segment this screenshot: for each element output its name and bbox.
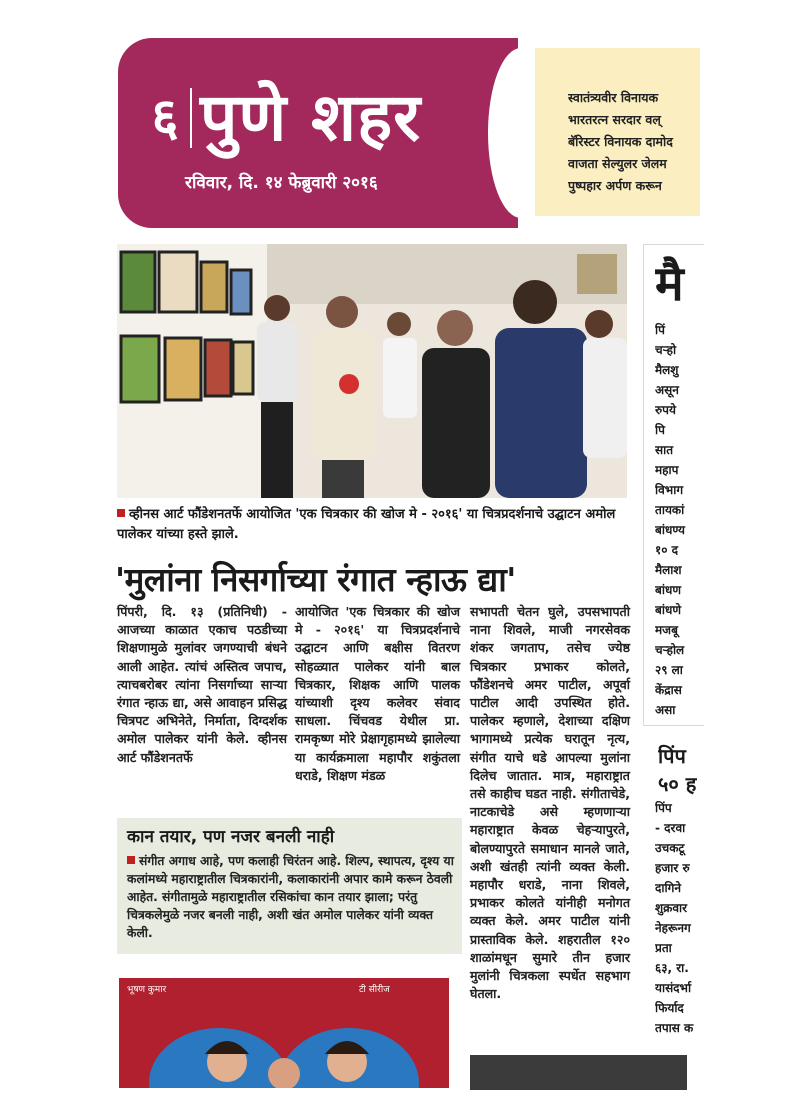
inset-body <box>127 852 455 942</box>
right-column-line: - दरवा <box>655 821 686 835</box>
movie-advertisement <box>119 978 449 1088</box>
teaser-line: बॅरिस्टर विनायक दामोद <box>568 134 673 149</box>
right-column-line: बांधणे <box>655 603 682 617</box>
ad-label: टी सीरीज <box>359 985 390 995</box>
exhibition-photo <box>117 244 627 498</box>
teaser-line: वाजता सेल्युलर जेलम <box>568 156 667 171</box>
section-title: पुणे शहर <box>200 79 422 156</box>
right-column-line: रुपये <box>655 403 676 417</box>
ad-presenter: भूषण कुमार <box>127 985 167 995</box>
right-column-line: सात <box>655 443 674 457</box>
bullet-icon <box>117 509 125 517</box>
right-column-subtitle-2: ५० ह <box>658 772 697 796</box>
right-column-line: महाप <box>655 463 679 477</box>
right-column-line: २९ ला <box>655 663 683 677</box>
right-column-line: ६३, रा. <box>655 961 689 975</box>
right-column-title: मै <box>655 256 684 312</box>
right-column-line: प्रता <box>655 941 672 955</box>
right-column-line: विभाग <box>655 483 684 497</box>
right-column-line: उचकटू <box>655 841 685 855</box>
article-column-2: आयोजित 'एक चित्रकार की खोज मे - २०१६' या चित्रप्रदर्शनाचे उद्घाटन आणि बक्षीस वितरण सोहळ्यात पालेकर यांनी बाल चित्रकार, शिक्षक आणि पालक यांच्याशी दृश्य कलेवर संवाद साधला. चिंचवड येथील प्रा. रामकृष्ण मोरे प्रेक्षागृहामध्ये झालेल्या या कार्यक्रमाला महापौर शकुंतला धराडे, शिक्षण मंडळ <box>295 604 460 783</box>
headline: 'मुलांना निसर्गाच्या रंगात न्हाऊ द्या' <box>115 560 516 599</box>
right-column-line: असा <box>655 703 676 717</box>
right-column-line: शुक्रवार <box>655 901 688 915</box>
right-column-line: केंद्रास <box>655 683 682 697</box>
photo-caption <box>117 505 632 545</box>
right-column-line: दागिने <box>655 881 682 895</box>
right-column-line: तायकां <box>655 503 685 517</box>
right-column-line: पिं <box>655 323 665 337</box>
right-column-line: नेहरूनग <box>655 921 691 935</box>
right-column-line: बांधण <box>655 583 682 597</box>
right-column-line: असून <box>655 383 679 397</box>
right-column-line: चऱ्हो <box>655 343 677 357</box>
right-column-line: चऱ्होल <box>655 643 685 657</box>
right-column-line: यासंदर्भा <box>655 981 692 995</box>
page-number: ६ <box>151 88 179 148</box>
caption-text: व्हीनस आर्ट फौंडेशनतर्फे आयोजित 'एक चित्रकार की खोज मे - २०१६' या चित्रप्रदर्शनाचे उद्घाटन अमोल पालेकर यांच्या हस्ते झाले. <box>117 507 616 542</box>
issue-date: रविवार, दि. १४ फेब्रुवारी २०१६ <box>185 173 378 193</box>
right-column-line: १० द <box>655 543 679 557</box>
teaser-line: स्वातंत्र्यवीर विनायक <box>568 90 659 105</box>
ad-illustration <box>119 978 449 1088</box>
bottom-right-ad <box>470 1055 687 1090</box>
right-column-line: बांधण्य <box>655 523 686 537</box>
right-column-line: तपास क <box>655 1021 694 1035</box>
right-column-title-2: पिंप <box>658 744 686 768</box>
article-column-1: पिंपरी, दि. १३ (प्रतिनिधी) - आजच्या काळात एकाच पठडीच्या शिक्षणामुळे मुलांवर जगण्याची बंधने आली आहेत. त्यांचं अस्तित्व जपाच, त्याचबरोबर त्यांना निसर्गाच्या साऱ्या रंगात न्हाऊ द्या, असे आवाहन प्रसिद्ध चित्रपट अभिनेते, निर्माता, दिग्दर्शक अमोल पालेकर यांनी केले. व्हीनस आर्ट फौंडेशनतर्फे <box>117 604 287 765</box>
right-column-line: मजबू <box>655 623 678 637</box>
article-column-3: सभापती चेतन घुले, उपसभापती नाना शिवले, माजी नगरसेवक शंकर जगताप, तसेच ज्येष्ठ चित्रकार प्रभाकर कोलते, फौंडेशनचे अमर पाटील, अपूर्वा पाटील आदी उपस्थित होते. पालेकर म्हणाले, देशाच्या दक्षिण भागामध्ये प्रत्येक घरातून नृत्य, संगीत याचे धडे आपल्या मुलांना दिलेच जातात. मात्र, महाराष्ट्रात तसे काहीच घडत नाही. संगीताचेडे, नाटकाचेडे असे म्हणणाऱ्या महाराष्ट्रात केवळ चेहऱ्यापुरते, बोलण्यापुरते समाधान मानले जाते, अशी खंतही त्यांनी व्यक्त केली. महापौर धराडे, नाना शिवले, प्रभाकर कोलते यांनीही मनोगत व्यक्त केले. अमर पाटील यांनी प्रास्ताविक केले. शहरातील १२० शाळांमधून सुमारे तीन हजार मुलांनी चित्रकला स्पर्धेत सहभाग घेतला. <box>470 604 630 1002</box>
inset-body-text: संगीत अगाध आहे, पण कलाही चिरंतन आहे. शिल्प, स्थापत्य, दृश्य या कलांमध्ये महाराष्ट्रातील चित्रकारांनी, कलाकारांनी अपार कामे करून ठेवली आहेत. संगीतामुळे महाराष्ट्रातील रसिकांचा कान तयार झाला; परंतु चित्रकलेमुळे नजर बनली नाही, अशी खंत अमोल पालेकर यांनी व्यक्त केली. <box>127 854 454 940</box>
masthead-divider <box>190 88 192 148</box>
teaser-line: पुष्पहार अर्पण करून <box>568 178 662 193</box>
right-column-line: फिर्याद <box>655 1001 684 1015</box>
right-column-line: हजार रु <box>655 861 690 875</box>
teaser-line: भारतरत्न सरदार वल् <box>568 112 661 127</box>
inset-title: कान तयार, पण नजर बनली नाही <box>127 827 335 847</box>
right-column-line: मैलशु <box>655 363 679 377</box>
right-column-line: पि <box>655 423 665 437</box>
right-column-line: मैलाश <box>655 563 682 577</box>
photo-illustration <box>117 244 627 498</box>
bullet-icon <box>127 856 135 864</box>
right-column-line: पिंप <box>655 801 672 815</box>
